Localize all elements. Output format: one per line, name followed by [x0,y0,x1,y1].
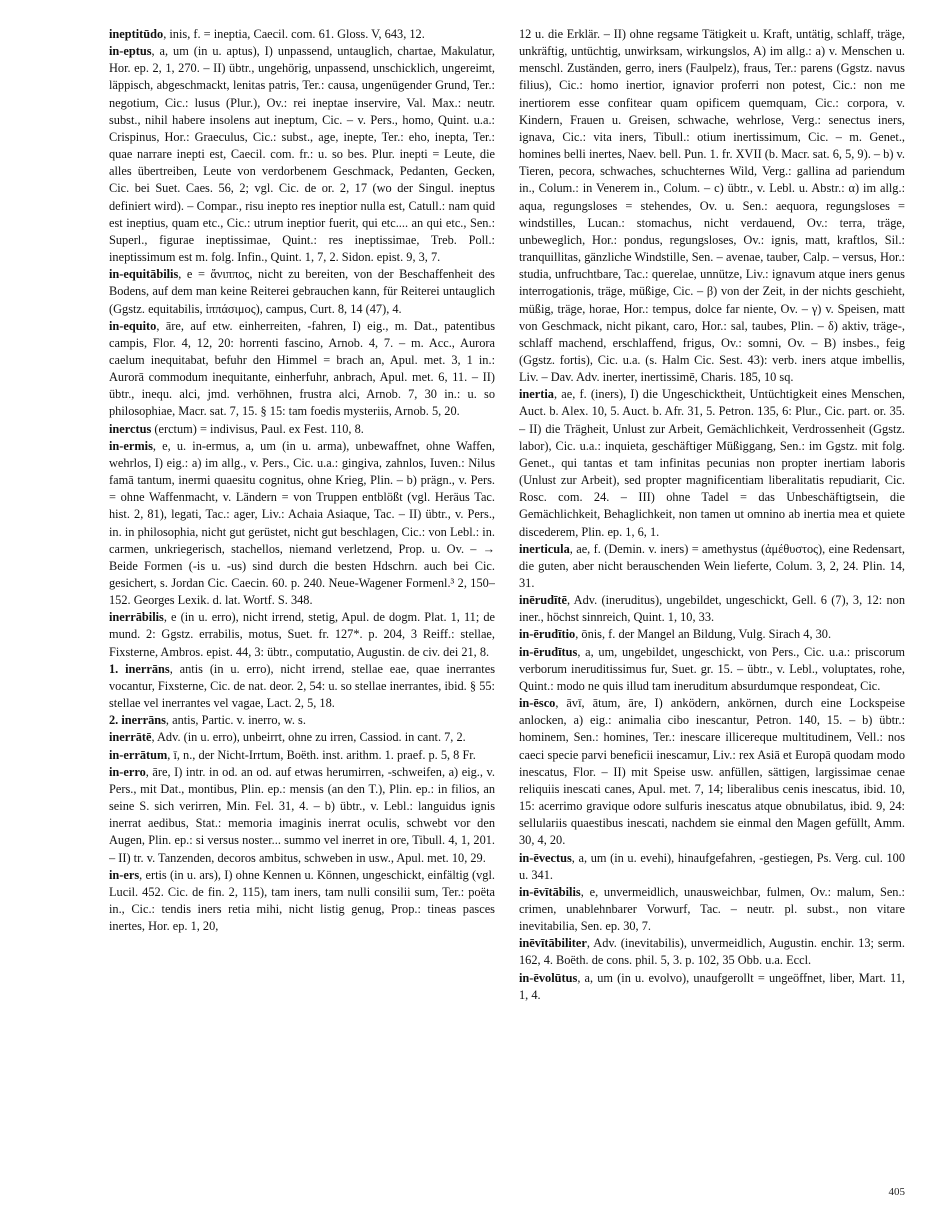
dictionary-entry [519,26,905,386]
dictionary-entry [109,609,495,660]
dictionary-entry [519,884,905,935]
entry-definition: , āre, auf etw. einherreiten, -fahren, I) eig., m. Dat., patentibus campis, Flor. 4, 12, 20: horrenti fascino, Arnob. 4, 7. – m. Acc., Aurora caelum inequitabat, befuhr den Himmel = brach an, Apul. met. 3, 1 in.: Aurorā commodum inequitante, einherfuhr, anbrach, Apul. met. 6, 11. – II) übtr., inequ. alci, jmd. verhöhnen, frustra alci, Arnob. 7, 30 in.: u. so philosophiae, Macr. sat. 7, 15. § 15: tam foedis mysteriis, Arnob. 5, 20. [109,318,495,419]
dictionary-entry [109,867,495,936]
entry-headword: inerticula [519,541,570,556]
dictionary-entry [109,712,495,729]
entry-headword: inertia [519,387,554,402]
dictionary-entry [109,421,495,438]
entry-headword: in-ers [109,867,140,882]
entry-headword: inerrātē [109,730,152,745]
entry-headword: in-ēvolūtus [519,970,578,985]
entry-headword: in-eptus [109,44,152,59]
entry-definition: , antis (in u. erro), nicht irrend, stellae eae, quae inerrantes vocantur, Fixsterne, Cic. de nat. deor. 2, 54: u. so stellae inerrantes, ibid. § 55: stellae vel inerrantes vel vagae, Lact. 2, 5, 18. [109,661,495,711]
entry-definition: , ī, n., der Nicht-Irrtum, Boëth. inst. arithm. 1. praef. p. 5, 8 Fr. [167,747,476,762]
entry-headword: 1. inerrāns [109,661,170,676]
entry-definition: , ōnis, f. der Mangel an Bildung, Vulg. Sirach 4, 30. [575,627,832,642]
entry-definition: , a, um (in u. evolvo), unaufgerollt = ungeöffnet, liber, Mart. 11, 1, 4. [519,970,905,1002]
dictionary-entry [109,26,495,43]
dictionary-entry [519,386,905,540]
entry-definition: , e, unvermeidlich, unausweichbar, fulmen, Ov.: malum, Sen.: crimen, unablehnbarer Vorwurf, Tac. – neutr. pl. subst., non vitare inevitabilia, Sen. ep. 30, 7. [519,884,905,934]
entry-headword: in-equito [109,318,157,333]
entry-definition: , Adv. (inevitabilis), unvermeidlich, Augustin. enchir. 13; serm. 162, 4. Boëth. de cons. phil. 5, 3. p. 102, 35 Obb. u.a. Eccl. [519,936,905,968]
entry-definition: , ae, f. (iners), I) die Ungeschicktheit, Untüchtigkeit eines Menschen, Auct. b. Alex. 10, 5. Auct. b. Afr. 31, 5. Petron. 135, 6: Plur., Cic. part. or. 35. – II) die Trägheit, Unlust zur Arbeit, Gemächlichkeit, Verdrossenheit (Ggstz. labor), Cic. u.a.: inquieta, geschäftiger Müßiggang, Sen.: im Ggstz. mit folg. Genet., qui tantas et tam infinitas pecunias non propter inertiam laboris (Unlust zur Arbeit), sed propter magnificentiam liberalitatis repudiarit, Cic. Rosc. com. 24. – III) ohne Tadel = das Unbeschäftigtsein, die Gemächlichkeit, Behaglichkeit, non tamen ut omnino ab inertia mea et quiete discederem, Plin. ep. 1, 6, 1. [519,387,905,539]
dictionary-entry [519,970,905,1004]
page-number: 405 [888,1186,905,1198]
dictionary-entry [109,729,495,746]
entry-headword: inerrābilis [109,610,164,625]
dictionary-entry [519,541,905,592]
entry-definition: , āre, I) intr. in od. an od. auf etwas herumirren, -schweifen, a) eig., v. Pers., mit Dat., montibus, Plin. ep.: mensis (an den T.), Plin. ep.: in filios, an seine S. sich verirren, Min. Fel. 31, 4. – b) übtr., v. Lebl.: languidus ignis inerrat aedibus, Stat.: memoria imaginis inerrat oculis, schwebt vor den Augen, Plin. ep.: si versus noster... summo vel inerret in ore, Tibull. 4, 1, 201. – II) tr. v. Tanzenden, decoros ambitus, schweben in usw., Apul. met. 10, 29. [109,764,495,865]
dictionary-entry [109,266,495,317]
dictionary-entry [109,764,495,867]
entry-headword: in-errātum [109,747,168,762]
entry-headword: 2. inerrāns [109,713,166,728]
entry-headword: ineptitūdo [109,27,164,41]
entry-headword: in-equitābilis [109,267,179,282]
entry-headword: in-ermis [109,438,153,453]
entry-definition: , e (in u. erro), nicht irrend, stetig, Apul. de dogm. Plat. 1, 11; de mund. 2: Ggstz. errabilis, motus, Suet. fr. 127*. p. 204, 3 Reiff.: stellae, Fixsterne, Ambros. epist. 44, 3: übtr., computatio, Augustin. de civ. dei 21, 8. [109,610,495,659]
entry-definition: , ertis (in u. ars), I) ohne Kennen u. Können, ungeschickt, einfältig (vgl. Lucil. 452. Cic. de fin. 2, 115), tam iners, tam nulli consilii sum, Ter.: poëta in., Cic.: tendis iners retia mihi, nicht listig genug, Prop.: tineas pasces inertes, Hor. ep. 1, 20, [109,867,495,934]
entry-definition: , a, um (in u. evehi), hinaufgefahren, -gestiegen, Ps. Verg. cul. 100 u. 341. [519,850,905,882]
entry-definition: , e = ἄνιππος, nicht zu bereiten, von der Beschaffenheit des Bodens, auf dem man keine Reiterei gebrauchen kann, für Reiterei untauglich (Ggstz. equitabilis, ἱππάσιμος), campus, Curt. 8, 14 (47), 4. [109,267,495,316]
entry-definition: , antis, Partic. v. inerro, w. s. [165,713,306,728]
dictionary-entry [519,626,905,643]
dictionary-entry [519,592,905,626]
dictionary-entry [109,43,495,266]
dictionary-entry [519,695,905,849]
entry-headword: in-ērudītio [519,627,576,642]
entry-definition: , āvī, ātum, āre, I) anködern, ankörnen, durch eine Lockspeise anlocken, a) eig.: animalia cibo inescantur, Petron. 140, 15. – b) übtr.: hominem, Sen.: homines, Ter.: inescare illicereque multitudinem, Vell.: nos caeci specie parvi beneficii inescamur, Liv.: rex Asiā et Europā quodam modo inescatus, Flor. – II) mit Speise usw. anfüllen, sättigen, largissimae cenae reliquiis inescati canes, Apul. met. 7, 14; liberalibus cenis inescatus, ibid. 10, 15: acerrimo gravique odore sulfuris inescatus atque obnubilatus, ibid. 9, 24: sellulariis quaestibus inescati, nachdem sie einmal den Magen gefüllt, Amm. 30, 4, 20. [519,696,905,848]
right-column [519,26,905,1004]
entry-headword: inēvītābiliter [519,936,587,951]
entry-definition: , a, um, ungebildet, ungeschickt, von Pers., Cic. u.a.: priscorum verborum ineruditissimus fur, Suet. gr. 15. – übtr., v. Lebl., voluptates, rohe, Quint.: modo ne quis illud tam ineruditum absurdumque respondeat, Cic. [519,644,905,693]
dictionary-entry [519,850,905,884]
entry-definition: , inis, f. = ineptia, Caecil. com. 61. Gloss. V, 643, 12. [163,27,425,41]
entry-definition: , Adv. (ineruditus), ungebildet, ungeschickt, Gell. 6 (7), 3, 12: non iner., höchst sinnreich, Quint. 1, 10, 33. [519,593,905,625]
dictionary-entry [109,747,495,764]
entry-headword: inērudītē [519,593,568,608]
entry-headword: in-ērudītus [519,644,578,659]
entry-definition: 12 u. die Erklär. – II) ohne regsame Tätigkeit u. Kraft, untätig, schlaff, träge, unkräftig, untüchtig, unwirksam, wirkungslos, A) im allg.: a) v. Menschen u. menschl. Zuständen, gerro, iners (Faulpelz), fraus, Ter.: parens (Ggstz. navus filius), Cic.: homo inertior, ignavior proferri non potest, Cic.: non me inertiorem esse confitear quam opificem quemquam, Cic.: corpora, v. Kindern, Frauen u. Greisen, schwache, wehrlose, Verg.: senectus iners, ignava, Cic.: vita iners, Tibull.: otium inertissimum, Cic. – m. Genet., homines belli inertes, Naev. bell. Pun. 1. fr. XVII (b. Macr. sat. 6, 5, 9). – b) v. Tieren, pecora, schwaches, schuchternes Wild, Verg.: gallina ad pariendum in., Colum.: in Venerem in., Colum. – c) übtr., v. Lebl. u. Abstr.: α) im allg.: aqua, regungsloses = stehendes, Ov. u. Sen.: aequora, regungsloses = windstilles, Lucan.: stomachus, nicht verdauend, Ov.: terra, träge, unbeweglich, Hor.: pondus, regungsloses, Ov.: ignis, matt, kraftlos, Sil.: tranquillitas, gänzliche Windstille, Sen. – avenae, tauber, Calp. – versus, Hor.: studia, unfruchtbare, Tac.: querelae, unnütze, Liv.: ignavum atque iners genus interrogationis, träge, müßige, Cic. – β) von der Zeit, in der nichts geschieht, müßig, träge, horae, Hor.: tempus, dolce far niente, Ov. – γ) v. Speisen, matt von Geschmack, nicht pikant, caro, Hor.: sal, taubes, Plin. – δ) aktiv, träge-, schlaff machend, erschlaffend, frigus, Ov.: somni, Ov. – B) insbes., feig (Ggstz. fortis), Cic. u.a. (s. Halm Cic. Sest. 43): verb. iners atque imbellis, Liv. – Dav. Adv. inerter, inertissimē, Charis. 185, 10 sq. [519,27,905,385]
entry-headword: in-ēsco [519,696,556,711]
dictionary-entry [519,644,905,695]
entry-headword: in-ēvectus [519,850,572,865]
entry-headword: in-ēvītābilis [519,884,581,899]
entry-headword: in-erro [109,764,146,779]
entry-definition: , a, um (in u. aptus), I) unpassend, untauglich, chartae, Makulatur, Hor. ep. 2, 1, 270. – II) übtr., ungehörig, unpassend, unschicklich, ungereimt, läppisch, abgeschmackt, lenitas patris, Ter.: causa, ungenügender Grund, Ter.: negotium, Cic.: lusus (Plur.), Ov.: rei ineptae inservire, Val. Max.: neutr. subst., nihil habere insolens aut ineptum, Cic. – v. Pers., homo, Quint. u.a.: Crispinus, Hor.: Graeculus, Cic.: subst., age, inepte, Ter.: eho, inepta, Ter.: quae narrare inepti est, Caecil. com. fr.: u. so bes. Plur. inepti = Leute, die alles übertreiben, Leute von verdorbenem Geschmack, Pedanten, Gecken, Cic. bei Suet. Caes. 56, 2; vgl. Cic. de or. 2, 17 (wo der Singul. ineptus definiert wird). – Compar., risu inepto res ineptior nulla est, Catull.: nam quid est ineptius, quam etc., Cic.: utrum ineptior fuerit, qui etc.... an qui etc., Sen.: Superl., figurae ineptissimae, Quint.: res ineptissimae, Treb. Poll.: ineptissimum est m. folg. Infin., Quint. 1, 7, 2. Sidon. epist. 9, 3, 7. [109,44,495,265]
entry-definition: , ae, f. (Demin. v. iners) = amethystus (ἀμέθυστος), eine Redensart, die guten, aber nicht berauschenden Wein lieferte, Colum. 3, 2, 24. Plin. 14, 31. [519,541,905,590]
entry-definition: , e, u. in-ermus, a, um (in u. arma), unbewaffnet, ohne Waffen, wehrlos, I) eig.: a) im allg., v. Pers., Cic. u.a.: gingiva, zahnlos, Iuven.: Nilus famā tantum, inermi quaesitu cognitus, ohne Krieg, Plin. – b) prägn., v. Pers. = ohne Waffenmacht, v. Ländern = von Truppen entblößt (vgl. Heräus Tac. hist. 2, 81), legati, Tac.: ager, Liv.: Achaia Asiaque, Tac. – II) übtr., v. Pers., in. in philosophia, nicht gut gerüstet, nicht gut beschlagen, Cic.: von Lebl.: in. carmen, unkriegerisch, stachellos, niemand verletzend, Prop. u. Ov. – → Beide Formen (-is u. -us) sind durch die besten Hdschrn. auch bei Cic. gesichert, s. Jordan Cic. Caecin. 60. p. 240. Neue-Wagener Formenl.³ 2, 150–152. Georges Lexik. d. lat. Wortf. S. 348. [109,438,495,608]
dictionary-entry [109,661,495,712]
dictionary-entry [109,438,495,610]
entry-definition: (erctum) = indivisus, Paul. ex Fest. 110, 8. [151,421,364,436]
left-column [109,26,495,935]
dictionary-page [109,18,905,1178]
entry-definition: , Adv. (in u. erro), unbeirrt, ohne zu irren, Cassiod. in cant. 7, 2. [151,730,466,745]
dictionary-entry [519,935,905,969]
entry-headword: inerctus [109,421,152,436]
dictionary-entry [109,318,495,421]
